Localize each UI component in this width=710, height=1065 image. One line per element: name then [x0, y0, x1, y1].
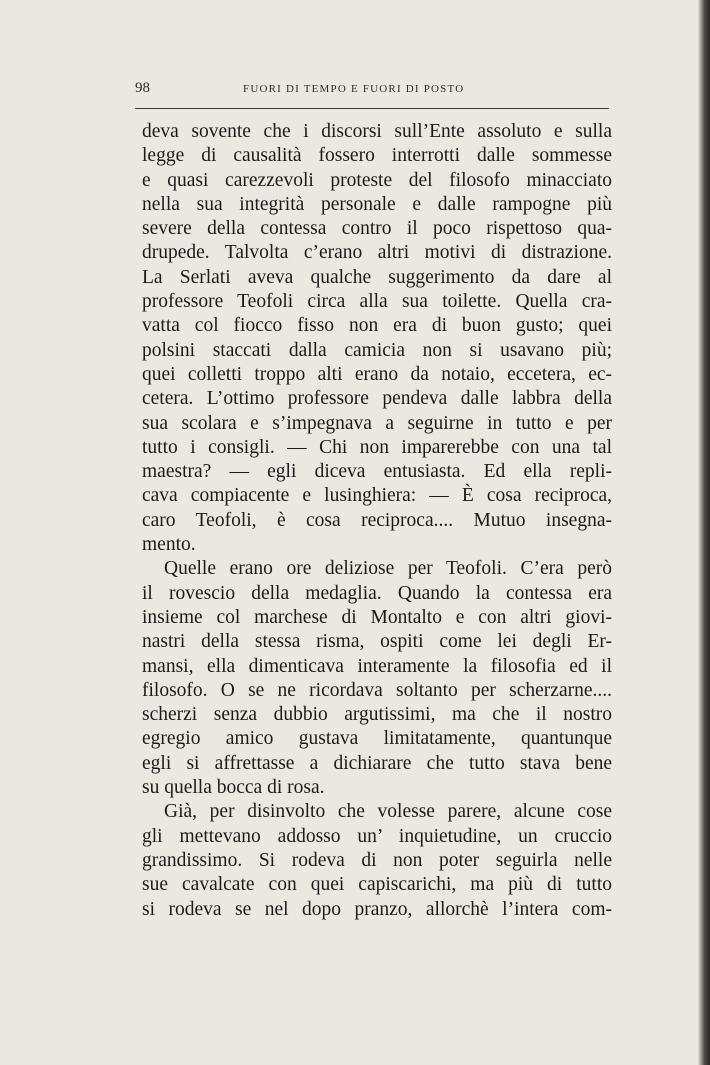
text-line: nella sua integrità personale e dalle rampogne più [142, 193, 612, 215]
text-line: caro Teofoli, è cosa reciproca.... Mutuo insegna- [142, 509, 612, 531]
text-line: e quasi carezzevoli proteste del filosofo minacciato [142, 169, 612, 191]
header-rule [135, 108, 609, 109]
text-line: si rodeva se nel dopo pranzo, allorchè l’intera com- [142, 898, 612, 920]
text-line: gli mettevano addosso un’ inquietudine, un cruccio [142, 825, 612, 847]
text-line: vatta col fiocco fisso non era di buon gusto; quei [142, 315, 612, 337]
text-line: sua scolara e s’impegnava a seguirne in tutto e per [142, 412, 612, 434]
text-line: cetera. L’ottimo professore pendeva dalle labbra della [142, 388, 612, 410]
text-line: egli si affrettasse a dichiarare che tutto stava bene [142, 752, 612, 774]
text-line: severe della contessa contro il poco rispettoso qua- [142, 218, 612, 240]
text-line: tutto i consigli. — Chi non imparerebbe con una tal [142, 436, 612, 458]
text-line: legge di causalità fossero interrotti dalle sommesse [142, 145, 612, 167]
text-line: professore Teofoli circa alla sua toilette. Quella cra- [142, 291, 612, 313]
text-line: Quelle erano ore deliziose per Teofoli. C’era però [164, 558, 612, 580]
body-text [142, 120, 612, 922]
text-line: mento. [142, 534, 196, 556]
text-line: il rovescio della medaglia. Quando la contessa era [142, 582, 612, 604]
text-line: Già, per disinvolto che volesse parere, alcune cose [164, 801, 612, 823]
text-line: nastri della stessa risma, ospiti come lei degli Er- [142, 631, 612, 653]
page-edge-shadow [698, 0, 710, 1065]
text-line: filosofo. O se ne ricordava soltanto per scherzarne.... [142, 679, 612, 701]
page-number: 98 [135, 80, 150, 96]
text-line: deva sovente che i discorsi sull’Ente assoluto e sulla [142, 121, 612, 142]
text-line: La Serlati aveva qualche suggerimento da dare al [142, 266, 612, 288]
text-line: grandissimo. Si rodeva di non poter seguirla nelle [142, 849, 612, 871]
text-line: drupede. Talvolta c’erano altri motivi di distrazione. [142, 242, 612, 264]
text-line: quei colletti troppo alti erano da notaio, eccetera, ec- [142, 363, 612, 385]
text-line: su quella bocca di rosa. [142, 777, 325, 799]
text-line: egregio amico gustava limitatamente, quantunque [142, 728, 612, 750]
text-line: mansi, ella dimenticava interamente la filosofia ed il [142, 655, 612, 677]
text-line: scherzi senza dubbio argutissimi, ma che il nostro [142, 704, 612, 726]
text-line: cava compiacente e lusinghiera: — È cosa reciproca, [142, 485, 612, 507]
text-line: polsini staccati dalla camicia non si usavano più; [142, 339, 612, 361]
page-header [135, 80, 609, 100]
running-title: FUORI DI TEMPO E FUORI DI POSTO [243, 83, 465, 95]
text-line: maestra? — egli diceva entusiasta. Ed ella repli- [142, 461, 612, 483]
text-line: sue cavalcate con quei capiscarichi, ma più di tutto [142, 874, 612, 896]
text-line: insieme col marchese di Montalto e con altri giovi- [142, 606, 612, 628]
